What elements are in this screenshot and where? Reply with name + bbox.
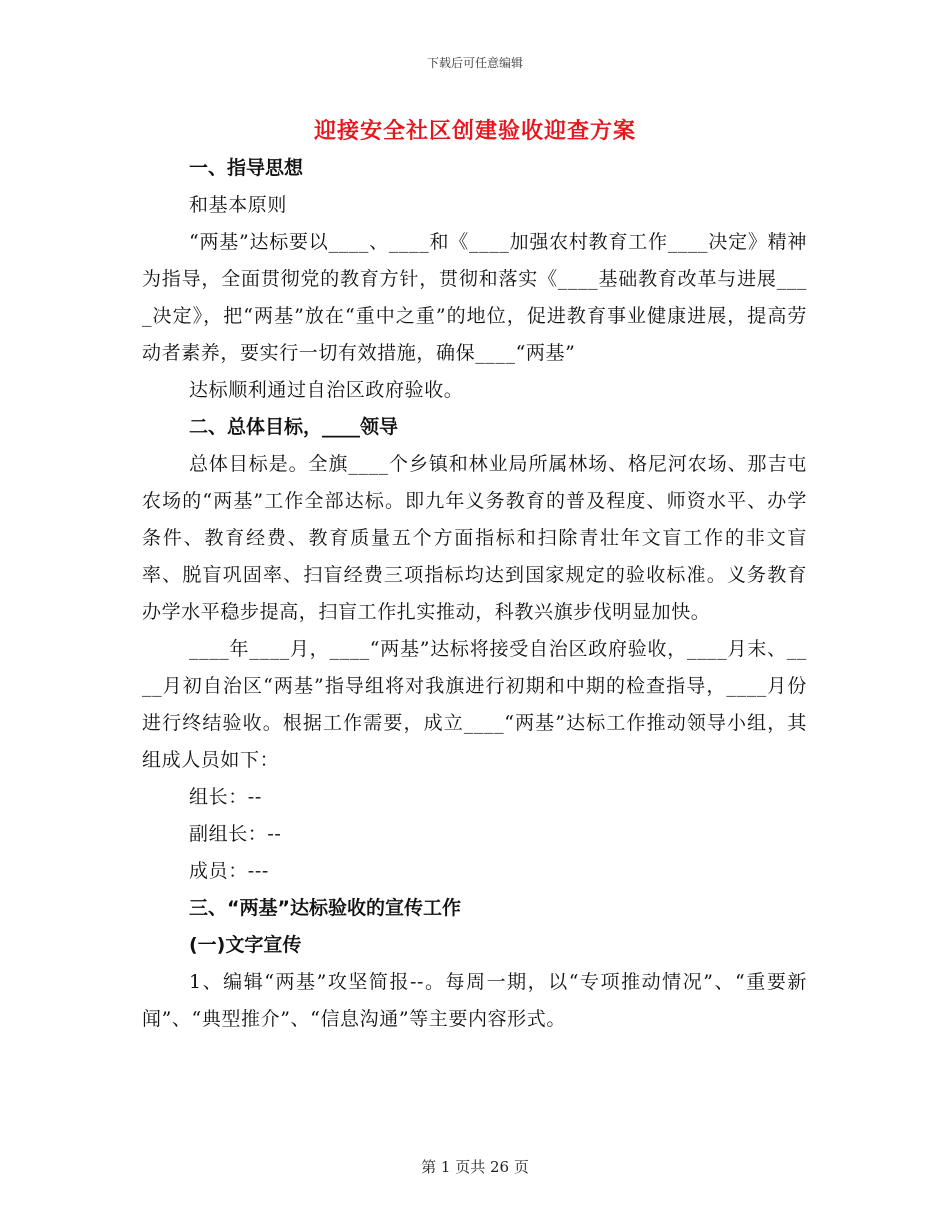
section-3-heading: 三、“两基”达标验收的宣传工作 xyxy=(189,897,461,919)
document-body xyxy=(142,150,807,1038)
document-title: 迎接安全社区创建验收迎查方案 xyxy=(313,118,636,144)
paragraph: 和基本原则 xyxy=(189,194,288,216)
paragraph: ____年____月，____“两基”达标将接受自治区政府验收，____月末、____月初自治区“两基”指导组将对我旗进行初期和中期的检查指导，____月份进行终结验收。根据工作需要，成立____“两基”达标工作推动领导小组，其组成人员如下： xyxy=(142,638,807,771)
page-footer: 第 1 页共 26 页 xyxy=(421,1158,529,1176)
section-1-heading: 一、指导思想 xyxy=(189,157,304,179)
header-note: 下载后可任意编辑 xyxy=(426,56,523,70)
members-line: 成员：--- xyxy=(189,860,269,882)
leader-line: 组长：-- xyxy=(189,786,262,808)
paragraph: “两基”达标要以____、____和《____加强农村教育工作____决定》精神为指导，全面贯彻党的教育方针，贯彻和落实《____基础教育改革与进展____决定》，把“两基”放在“重中之重”的地位，促进教育事业健康进展，提高劳动者素养，要实行一切有效措施，确保____“两基” xyxy=(142,231,807,364)
deputy-leader-line: 副组长：-- xyxy=(189,823,282,845)
section-2-heading: 二、总体目标，____领导 xyxy=(189,416,399,438)
paragraph: 总体目标是。全旗____个乡镇和林业局所属林场、格尼河农场、那吉屯农场的“两基”工作全部达标。即九年义务教育的普及程度、师资水平、办学条件、教育经费、教育质量五个方面指标和扫除青壮年文盲工作的非文盲率、脱盲巩固率、扫盲经费三项指标均达到国家规定的验收标准。义务教育办学水平稳步提高，扫盲工作扎实推动，科教兴旗步伐明显加快。 xyxy=(142,453,807,623)
paragraph: 1、编辑“两基”攻坚简报--。每周一期，以“专项推动情况”、“重要新闻”、“典型推介”、“信息沟通”等主要内容形式。 xyxy=(142,971,807,1030)
subsection-heading: (一)文字宣传 xyxy=(189,934,302,956)
paragraph: 达标顺利通过自治区政府验收。 xyxy=(189,379,464,401)
